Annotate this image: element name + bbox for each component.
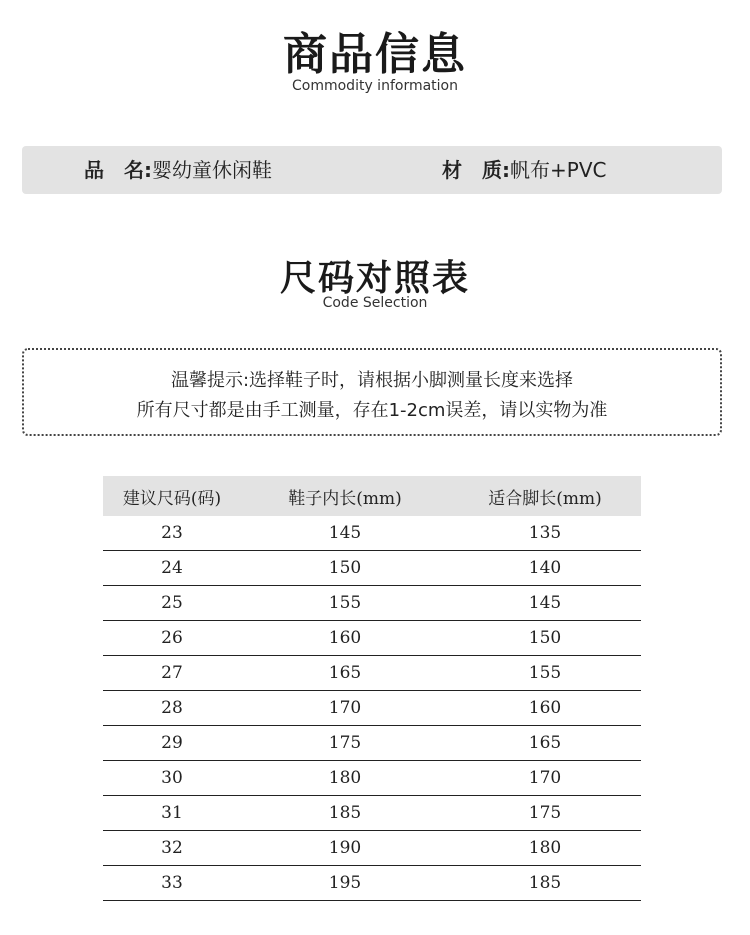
notice-line-2: 所有尺寸都是由手工测量，存在1-2cm误差，请以实物为准 [136, 400, 608, 421]
inner-length-cell: 175 [241, 726, 449, 761]
material-field [442, 146, 606, 194]
foot-length-cell: 145 [449, 586, 641, 621]
product-name-value: 婴幼童休闲鞋 [152, 158, 272, 182]
table-header-row [103, 476, 641, 516]
size-cell: 31 [103, 796, 241, 831]
size-cell: 30 [103, 761, 241, 796]
size-cell: 29 [103, 726, 241, 761]
inner-length-cell: 170 [241, 691, 449, 726]
table-row [103, 796, 641, 831]
size-chart-title: 尺码对照表 [279, 258, 470, 299]
table-row [103, 516, 641, 551]
notice-box [22, 348, 722, 436]
table-row [103, 726, 641, 761]
foot-length-cell: 180 [449, 831, 641, 866]
material-label: 材 质: [442, 158, 510, 182]
foot-length-cell: 175 [449, 796, 641, 831]
size-cell: 27 [103, 656, 241, 691]
foot-length-cell: 170 [449, 761, 641, 796]
foot-length-cell: 165 [449, 726, 641, 761]
table-row [103, 621, 641, 656]
size-chart-subtitle: Code Selection [322, 295, 428, 311]
page-title: 商品信息 [283, 29, 467, 80]
header-recommended-size: 建议尺码(码) [103, 476, 241, 516]
product-name-field [84, 146, 272, 194]
table-row [103, 586, 641, 621]
foot-length-cell: 155 [449, 656, 641, 691]
table-row [103, 831, 641, 866]
header-shoe-inner-length: 鞋子内长(mm) [241, 476, 449, 516]
size-cell: 28 [103, 691, 241, 726]
inner-length-cell: 195 [241, 866, 449, 901]
inner-length-cell: 180 [241, 761, 449, 796]
inner-length-cell: 155 [241, 586, 449, 621]
table-row [103, 866, 641, 901]
inner-length-cell: 165 [241, 656, 449, 691]
size-cell: 33 [103, 866, 241, 901]
table-row [103, 656, 641, 691]
inner-length-cell: 145 [241, 516, 449, 551]
product-info-bar [22, 146, 722, 194]
foot-length-cell: 160 [449, 691, 641, 726]
inner-length-cell: 185 [241, 796, 449, 831]
table-row [103, 691, 641, 726]
notice-line-1: 温馨提示:选择鞋子时，请根据小脚测量长度来选择 [170, 370, 574, 391]
inner-length-cell: 150 [241, 551, 449, 586]
foot-length-cell: 135 [449, 516, 641, 551]
size-cell: 26 [103, 621, 241, 656]
size-cell: 24 [103, 551, 241, 586]
size-cell: 25 [103, 586, 241, 621]
foot-length-cell: 140 [449, 551, 641, 586]
size-cell: 32 [103, 831, 241, 866]
page-subtitle: Commodity information [292, 78, 458, 94]
foot-length-cell: 185 [449, 866, 641, 901]
inner-length-cell: 190 [241, 831, 449, 866]
header-fit-foot-length: 适合脚长(mm) [449, 476, 641, 516]
size-table [103, 476, 641, 901]
inner-length-cell: 160 [241, 621, 449, 656]
product-name-label: 品 名: [84, 158, 152, 182]
table-row [103, 551, 641, 586]
material-value: 帆布+PVC [510, 158, 607, 182]
table-row [103, 761, 641, 796]
foot-length-cell: 150 [449, 621, 641, 656]
size-cell: 23 [103, 516, 241, 551]
